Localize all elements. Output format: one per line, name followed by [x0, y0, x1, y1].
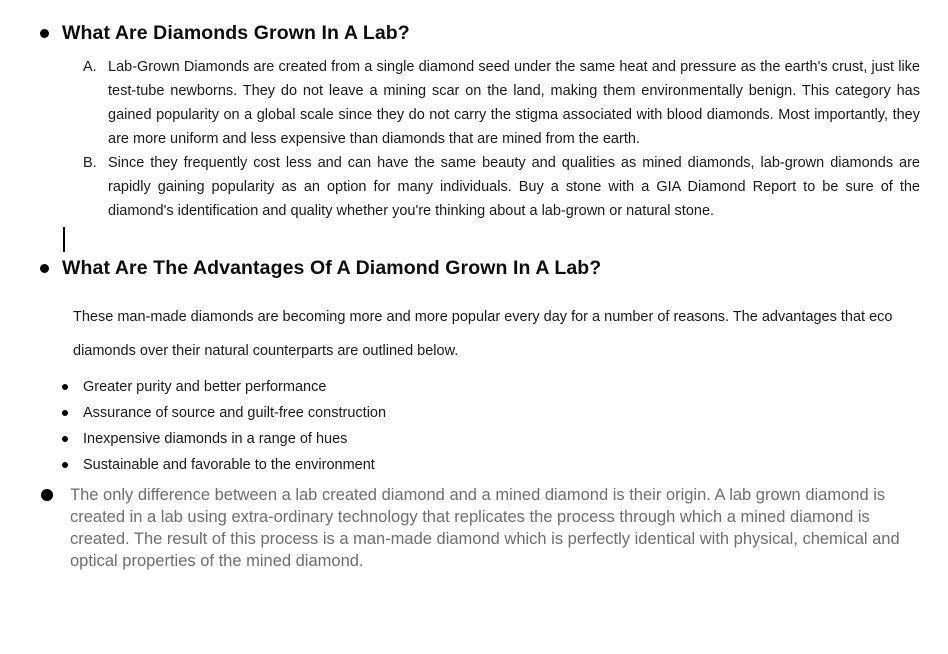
- bullet-icon: [62, 384, 68, 390]
- advantages-list: [62, 374, 386, 478]
- bullet-icon: [62, 462, 68, 468]
- intro-paragraph: These man-made diamonds are becoming more and more popular every day for a number of reasons. The advantages that eco diamonds over their natural counterparts are outlined below.: [73, 309, 893, 359]
- bullet-icon: [62, 436, 68, 442]
- advantage-item: [62, 374, 386, 400]
- list-marker: A.: [83, 59, 97, 75]
- advantage-item: [62, 452, 386, 478]
- section-heading-row-1: [40, 22, 410, 45]
- bullet-icon: [40, 264, 49, 273]
- advantage-item-label: Greater purity and better performance: [83, 379, 327, 395]
- list-item-b: [83, 151, 920, 223]
- advantage-item: [62, 400, 386, 426]
- advantage-item: [62, 426, 386, 452]
- heading-what-are-lab-diamonds: What Are Diamonds Grown In A Lab?: [62, 22, 410, 44]
- text-cursor: [63, 227, 65, 252]
- bullet-icon: [62, 410, 68, 416]
- section-heading-row-2: [40, 257, 601, 280]
- list-item-a: [83, 55, 920, 151]
- heading-advantages: What Are The Advantages Of A Diamond Grown In A Lab?: [62, 257, 602, 279]
- advantage-item-label: Sustainable and favorable to the environment: [83, 457, 375, 473]
- list-marker: B.: [83, 155, 97, 171]
- lettered-list: [83, 55, 920, 223]
- bullet-icon: [41, 489, 53, 501]
- advantage-item-label: Inexpensive diamonds in a range of hues: [83, 431, 348, 447]
- bullet-icon: [40, 29, 49, 38]
- note-paragraph: The only difference between a lab created diamond and a mined diamond is their origin. A lab grown diamond is created in a lab using extra-ordinary technology that replicates the process through which a mined diamond is created. The result of this process is a man-made diamond which is perfectly identical with physical, chemical and optical properties of the mined diamond.: [70, 486, 900, 570]
- note-paragraph-row: [41, 484, 905, 572]
- paragraph-b: Since they frequently cost less and can have the same beauty and qualities as mined diamonds, lab-grown diamonds are rapidly gaining popularity as an option for many individuals. Buy a stone with a GIA Diamond Report to be sure of the diamond's identification and quality whether you're thinking about a lab-grown or natural stone.: [108, 155, 920, 219]
- advantage-item-label: Assurance of source and guilt-free construction: [83, 405, 387, 421]
- paragraph-a: Lab-Grown Diamonds are created from a single diamond seed under the same heat and pressure as the earth's crust, just like test-tube newborns. They do not leave a mining scar on the land, making them environmentally benign. This category has gained popularity on a global scale since they do not carry the stigma associated with blood diamonds. Most importantly, they are more uniform and less expensive than diamonds that are mined from the earth.: [108, 59, 920, 147]
